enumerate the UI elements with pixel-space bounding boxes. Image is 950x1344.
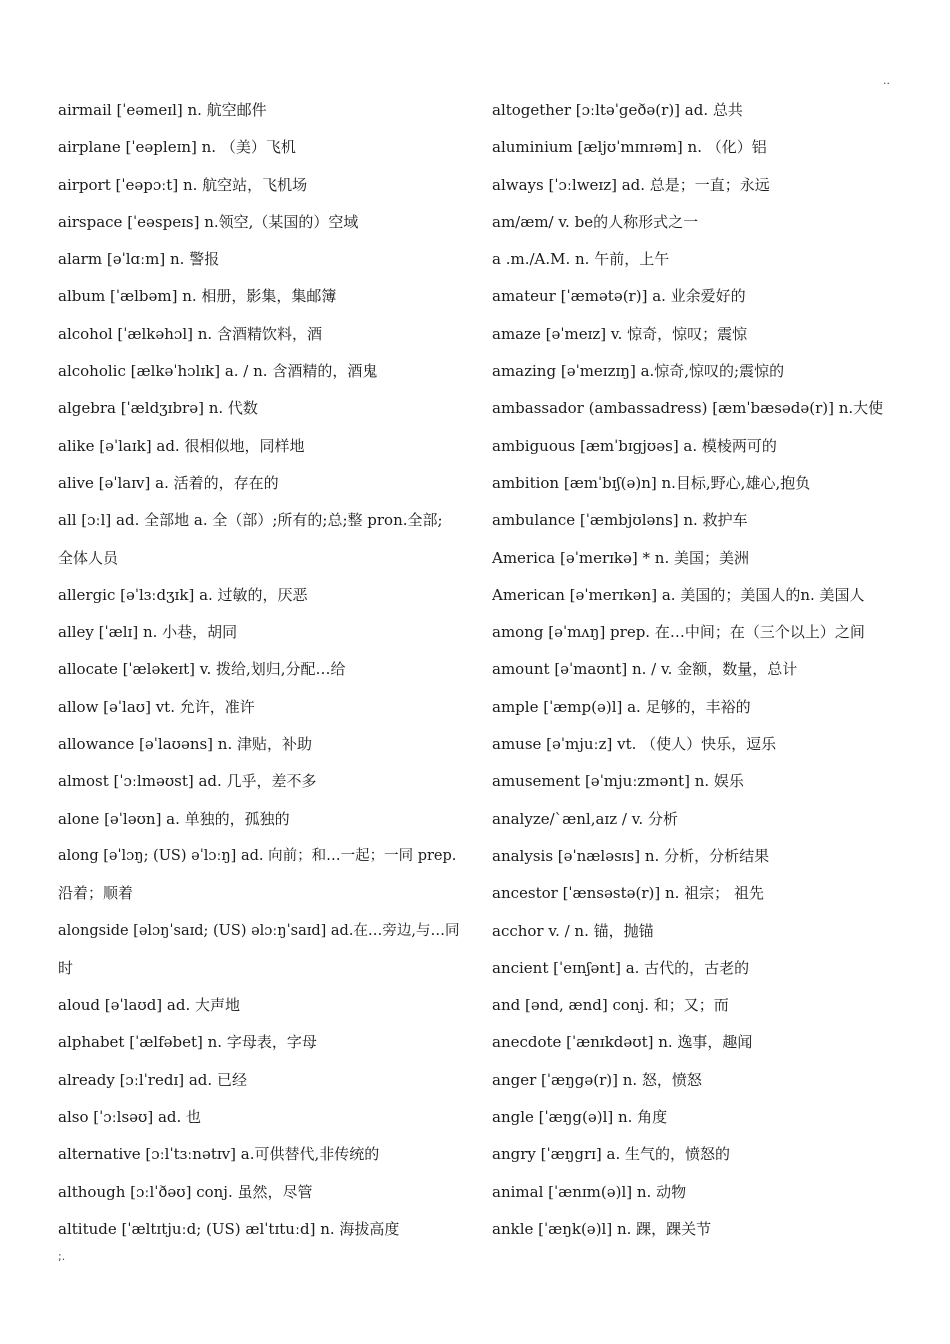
left-column-entry: 沿着；顺着 <box>58 884 134 903</box>
right-column-entry: angle [ˈæŋg(ə)l] n. 角度 <box>492 1108 668 1127</box>
left-column-entry: alcoholic [ælkəˈhɔlɪk] a. / n. 含酒精的，酒鬼 <box>58 362 378 381</box>
left-column-entry: 时 <box>58 958 74 977</box>
left-column-entry: allergic [əˈlɜːdʒɪk] a. 过敏的，厌恶 <box>58 585 308 604</box>
left-column-entry: alarm [əˈlɑːm] n. 警报 <box>58 250 220 269</box>
left-column-entry: already [ɔːlˈredɪ] ad. 已经 <box>58 1070 247 1089</box>
right-column-entry: among [əˈmʌŋ] prep. 在…中间；在（三个以上）之间 <box>492 623 865 642</box>
left-column-entry: algebra [ˈældʒɪbrə] n. 代数 <box>58 399 258 418</box>
left-column-entry: alongside [əlɔŋˈsaɪd; (US) əlɔːŋˈsaɪd] ad.在…旁边,与…同 <box>58 922 460 939</box>
right-column-entry: amazing [əˈmeɪzɪŋ] a.惊奇,惊叹的;震惊的 <box>492 362 785 381</box>
right-column-entry: am/æm/ v. be的人称形式之一 <box>492 212 699 231</box>
left-column-entry: airport [ˈeəpɔːt] n. 航空站，飞机场 <box>58 175 308 194</box>
left-column-entry: all [ɔːl] ad. 全部地 a. 全（部）;所有的;总;整 pron.全部; <box>58 511 443 530</box>
right-column-entry: acchor v. / n. 锚，抛锚 <box>492 921 654 940</box>
right-column <box>492 92 892 1248</box>
right-column-entry: amaze [əˈmeɪz] v. 惊奇，惊叹；震惊 <box>492 324 748 343</box>
right-column-entry: aluminium [æljʊˈmɪnɪəm] n. （化）铝 <box>492 138 767 157</box>
right-column-entry: amount [əˈmaʊnt] n. / v. 金额，数量，总计 <box>492 660 798 679</box>
right-column-entry: amateur [ˈæmətə(r)] a. 业余爱好的 <box>492 287 746 306</box>
left-column-entry: alphabet [ˈælfəbet] n. 字母表，字母 <box>58 1033 317 1052</box>
right-column-entry: altogether [ɔːltəˈgeðə(r)] ad. 总共 <box>492 101 743 119</box>
right-column-entry: and [ənd, ænd] conj. 和；又；而 <box>492 996 729 1015</box>
right-column-entry: analysis [əˈnæləsɪs] n. 分析，分析结果 <box>492 846 770 865</box>
left-column-entry: altitude [ˈæltɪtjuːd; (US) ælˈtɪtuːd] n. 海拔高度 <box>58 1219 400 1238</box>
right-column-entry: ankle [ˈæŋk(ə)l] n. 踝，踝关节 <box>492 1219 712 1238</box>
left-column-entry: 全体人员 <box>58 548 119 567</box>
right-column-entry: animal [ˈænɪm(ə)l] n. 动物 <box>492 1182 687 1201</box>
left-column-entry: allowance [əˈlaʊəns] n. 津贴，补助 <box>58 735 313 754</box>
left-column-entry: almost [ˈɔːlməʊst] ad. 几乎，差不多 <box>58 772 317 791</box>
left-column-entry: alcohol [ˈælkəhɔl] n. 含酒精饮料，酒 <box>58 324 322 343</box>
left-column-entry: although [ɔːlˈðəʊ] conj. 虽然，尽管 <box>58 1182 313 1201</box>
right-column-entry: ample [ˈæmp(ə)l] a. 足够的，丰裕的 <box>492 697 751 716</box>
left-column-entry: also [ˈɔːlsəʊ] ad. 也 <box>58 1108 202 1127</box>
right-column-entry: analyze/ˋænl,aɪz / v. 分析 <box>492 809 678 828</box>
right-column-entry: amuse [əˈmjuːz] vt. （使人）快乐，逗乐 <box>492 735 777 754</box>
right-column-entry: America [əˈmerɪkə] * n. 美国；美洲 <box>492 548 749 567</box>
left-column-entry: along [əˈlɔŋ; (US) əˈlɔːŋ] ad. 向前；和…一起；一同 prep. <box>58 847 457 864</box>
left-column <box>58 92 468 1248</box>
right-column-entry: anecdote [ˈænɪkdəʊt] n. 逸事，趣闻 <box>492 1033 753 1052</box>
right-column-entry: ambulance [ˈæmbjʊləns] n. 救护车 <box>492 511 748 530</box>
right-column-entry: always [ˈɔːlweɪz] ad. 总是；一直；永远 <box>492 175 770 194</box>
right-column-entry: ambition [æmˈbɪʃ(ə)n] n.目标,野心,雄心,抱负 <box>492 473 811 492</box>
right-column-entry: ambiguous [æmˈbɪgjʊəs] a. 模棱两可的 <box>492 436 777 455</box>
right-column-entry: American [əˈmerɪkən] a. 美国的；美国人的n. 美国人 <box>492 585 865 604</box>
left-column-entry: alley [ˈælɪ] n. 小巷，胡同 <box>58 623 238 642</box>
bottom-corner-mark: ;. <box>58 1250 66 1263</box>
left-column-entry: allocate [ˈæləkeɪt] v. 拨给,划归,分配…给 <box>58 660 346 679</box>
left-column-entry: allow [əˈlaʊ] vt. 允许，准许 <box>58 697 255 716</box>
left-column-entry: aloud [əˈlaʊd] ad. 大声地 <box>58 996 240 1015</box>
right-column-entry: amusement [əˈmjuːzmənt] n. 娱乐 <box>492 772 744 791</box>
right-column-entry: ambassador (ambassadress) [æmˈbæsədə(r)] n.大使 <box>492 399 884 418</box>
left-column-entry: alternative [ɔːlˈtɜːnətɪv] a.可供替代,非传统的 <box>58 1145 380 1164</box>
top-corner-mark: .. <box>883 74 890 87</box>
left-column-entry: airplane [ˈeəpleɪn] n. （美）飞机 <box>58 138 296 157</box>
left-column-entry: alike [əˈlaɪk] ad. 很相似地，同样地 <box>58 436 305 455</box>
right-column-entry: angry [ˈæŋgrɪ] a. 生气的，愤怒的 <box>492 1145 731 1164</box>
right-column-entry: ancient [ˈeɪnʃənt] a. 古代的，古老的 <box>492 958 750 977</box>
right-column-entry: anger [ˈæŋgə(r)] n. 怒，愤怒 <box>492 1070 702 1089</box>
left-column-entry: alive [əˈlaɪv] a. 活着的，存在的 <box>58 473 279 492</box>
right-column-entry: a .m./A.M. n. 午前，上午 <box>492 250 670 269</box>
left-column-entry: airspace [ˈeəspeɪs] n.领空,（某国的）空域 <box>58 212 359 231</box>
right-column-entry: ancestor [ˈænsəstə(r)] n. 祖宗； 祖先 <box>492 884 764 903</box>
left-column-entry: airmail [ˈeəmeɪl] n. 航空邮件 <box>58 101 267 119</box>
left-column-entry: alone [əˈləʊn] a. 单独的，孤独的 <box>58 809 290 828</box>
left-column-entry: album [ˈælbəm] n. 相册，影集，集邮簿 <box>58 287 337 306</box>
